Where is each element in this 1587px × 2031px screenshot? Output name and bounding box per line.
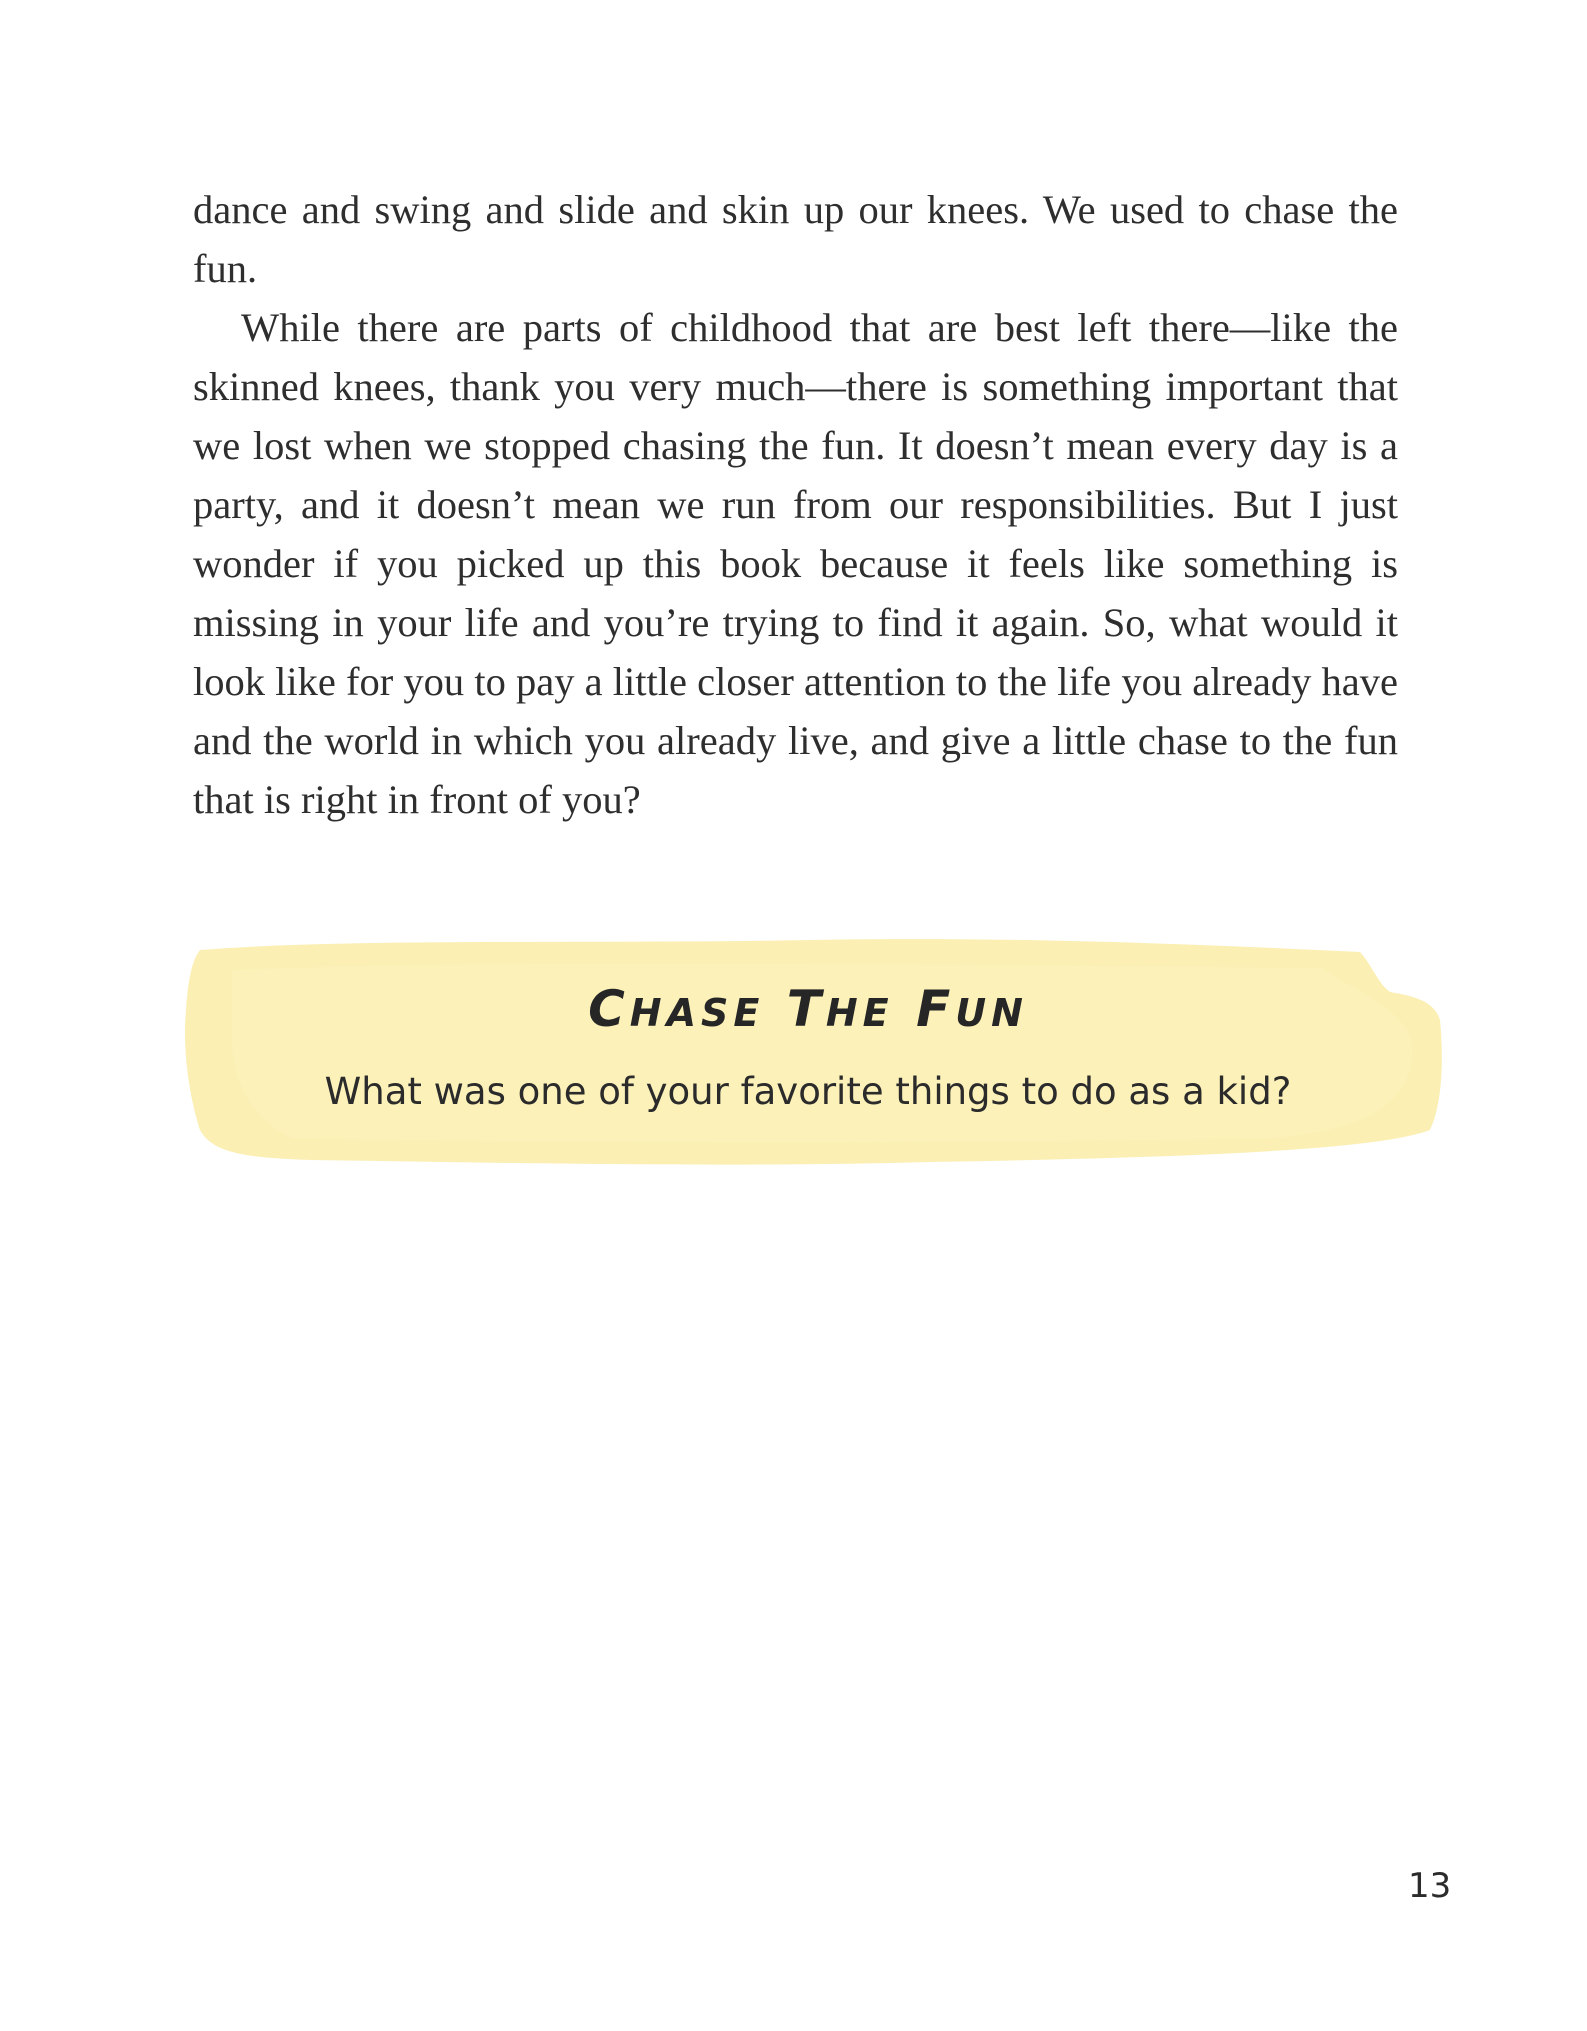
paragraph: While there are parts of childhood that are best left there—like the skinned knees, thank you very much—there is something important that we lost when we stopped chasing the fun. It doesn’t mean every day is a party, and it doesn’t mean we run from our responsibilities. But I just wonder if you picked up this book because it feels like something is missing in your life and you’re trying to find it again. So, what would it look like for you to pay a little closer attention to the life you already have and the world in which you already live, and give a little chase to the fun that is right in front of you? (193, 305, 1398, 822)
highlighter-brush-background (172, 930, 1444, 1180)
paragraph-continued: dance and swing and slide and skin up our knees. We used to chase the fun. (193, 187, 1398, 291)
callout-title: CHASE THE FUN (588, 980, 1028, 1038)
callout-prompt: What was one of your favorite things to do as a kid? (324, 1070, 1292, 1113)
page-number: 13 (1408, 1866, 1452, 1906)
chase-the-fun-callout (172, 930, 1444, 1180)
body-text (193, 180, 1398, 829)
